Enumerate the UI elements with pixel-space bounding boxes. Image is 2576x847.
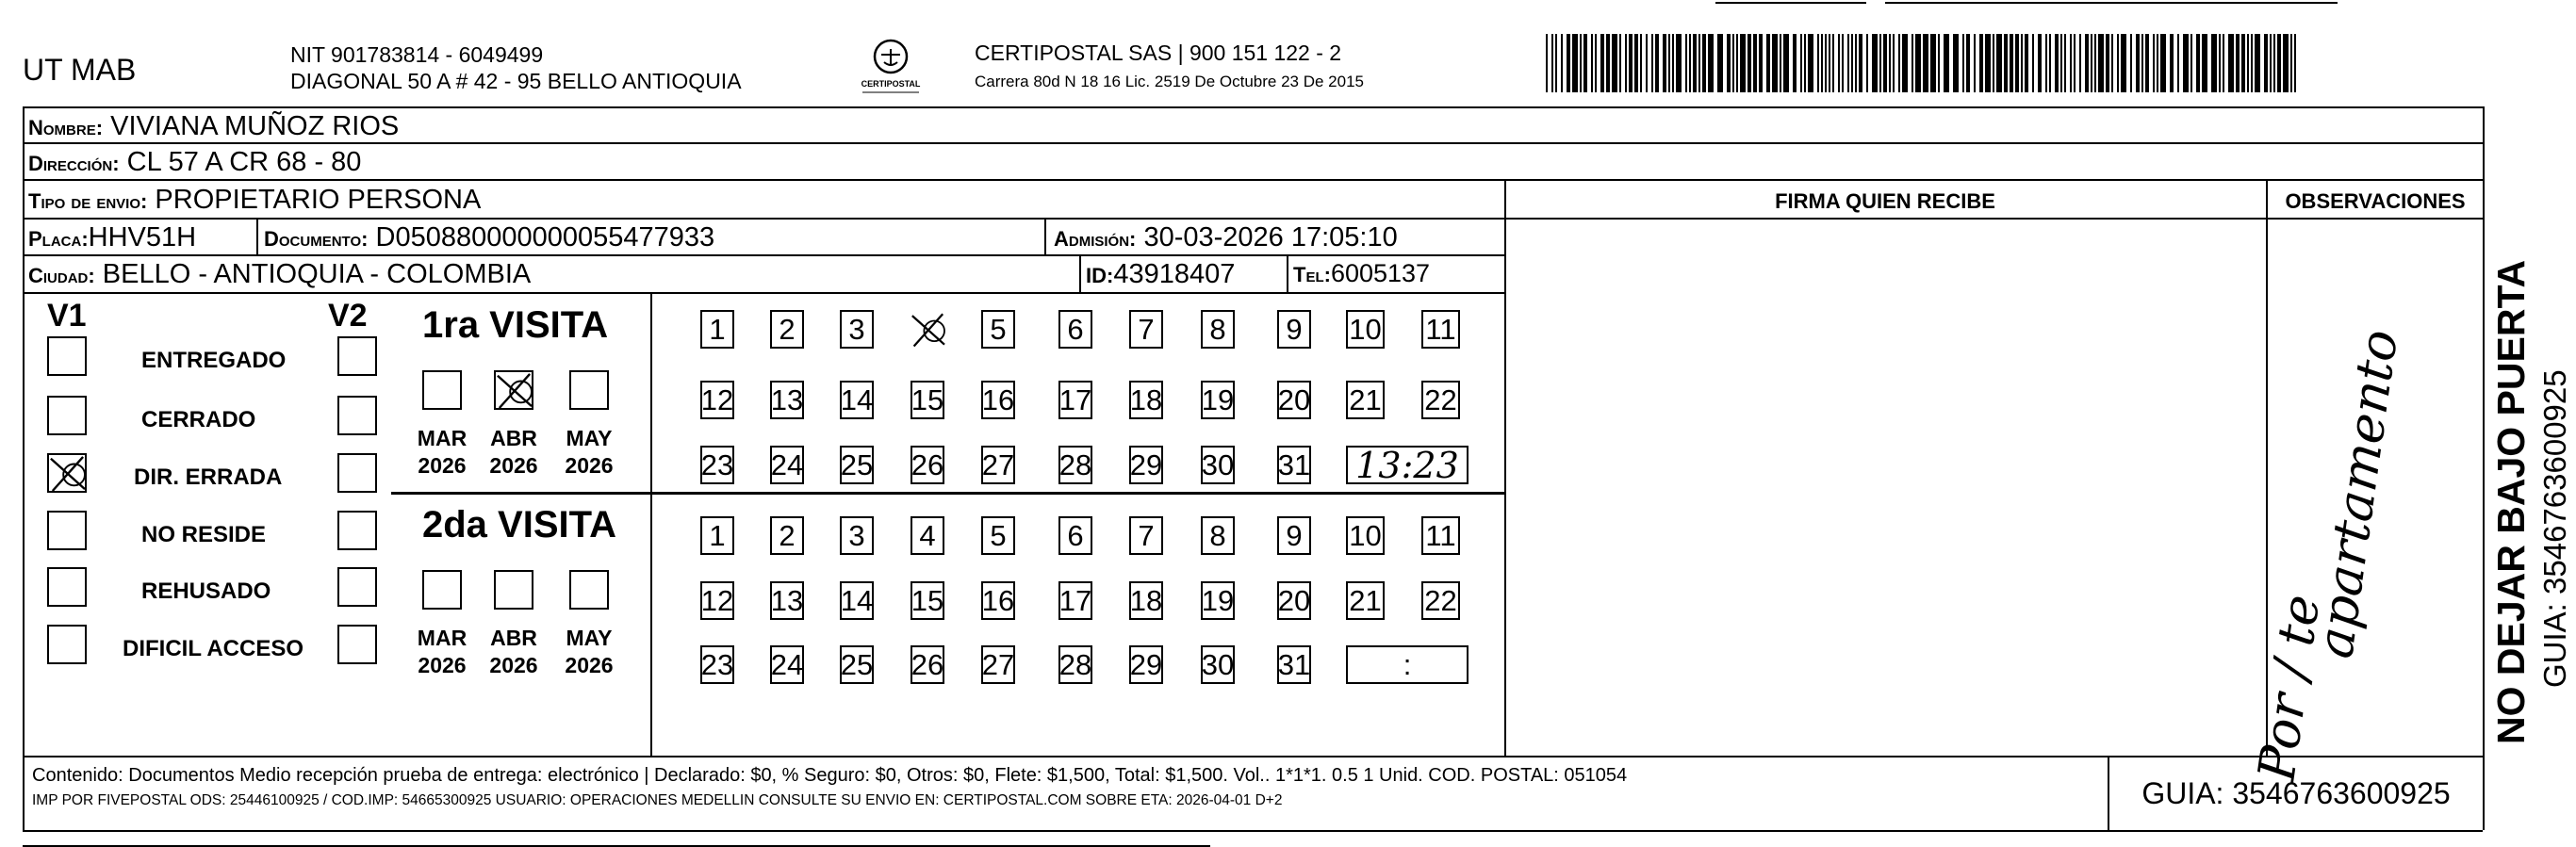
- day-number: 4: [919, 518, 936, 552]
- sender-address: DIAGONAL 50 A # 42 - 95 BELLO ANTIOQUIA: [290, 69, 742, 93]
- visit2-day-16[interactable]: [981, 581, 1015, 620]
- day-number: 17: [1058, 383, 1092, 416]
- visit2-day-26[interactable]: [911, 645, 944, 684]
- visit1-title: 1ra VISITA: [422, 304, 609, 346]
- day-number: 25: [840, 647, 874, 681]
- visit2-month-label: [414, 625, 470, 679]
- month-year: 2026: [418, 452, 467, 478]
- v1-checkbox-4[interactable]: [47, 511, 87, 550]
- day-number: 3: [848, 518, 865, 552]
- visit1-day-14[interactable]: [840, 381, 874, 419]
- visit1-day-19[interactable]: [1201, 381, 1235, 419]
- visit2-day-9[interactable]: [1277, 516, 1311, 555]
- visit2-day-12[interactable]: [700, 581, 734, 620]
- month-name: MAY: [566, 426, 613, 450]
- v2-checkbox-2[interactable]: [337, 396, 377, 435]
- day-number: 6: [1067, 518, 1084, 552]
- visit1-day-9[interactable]: [1277, 310, 1311, 349]
- logo-text: CERTIPOSTAL: [861, 79, 921, 89]
- visit1-day-16[interactable]: [981, 381, 1015, 419]
- day-number: 19: [1201, 583, 1235, 617]
- day-number: 12: [700, 583, 734, 617]
- month-name: MAR: [417, 626, 468, 650]
- day-number: 19: [1201, 383, 1235, 416]
- day-number: 10: [1349, 312, 1382, 346]
- day-number: 28: [1058, 448, 1092, 481]
- visit2-day-18[interactable]: [1129, 581, 1163, 620]
- visit1-day-25[interactable]: [840, 446, 874, 484]
- visit2-day-17[interactable]: [1058, 581, 1092, 620]
- visit1-day-7[interactable]: [1129, 310, 1163, 349]
- shipment-type-row: [28, 187, 481, 214]
- plate-value: HHV51H: [88, 222, 197, 252]
- visit2-day-27[interactable]: [981, 645, 1015, 684]
- day-number: 8: [1209, 312, 1226, 346]
- visit1-day-17[interactable]: [1058, 381, 1092, 419]
- day-number: 20: [1277, 383, 1311, 416]
- visit2-day-24[interactable]: [770, 645, 804, 684]
- day-number: 6: [1067, 312, 1084, 346]
- day-number: 27: [981, 448, 1015, 481]
- visit2-day-8[interactable]: [1201, 516, 1235, 555]
- v2-checkbox-6[interactable]: [337, 625, 377, 664]
- status-label: DIR. ERRADA: [134, 464, 283, 490]
- footer-content: Contenido: Documentos Medio recepción prueba de entrega: electrónico | Declarado: $0, % Seguro: $0, Otros: $0, Flete: $1,500, Total: $1,500. Vol.. 1*1*1. 0.5 1 Unid. COD. POSTAL: 051054: [32, 765, 1628, 786]
- visit2-day-7[interactable]: [1129, 516, 1163, 555]
- v2-header: V2: [328, 298, 368, 334]
- day-number: 20: [1277, 583, 1311, 617]
- visit2-month-checkbox-2[interactable]: [494, 570, 533, 610]
- day-number: 13: [770, 383, 804, 416]
- sender-name: UT MAB: [23, 53, 137, 87]
- visit2-day-4[interactable]: [911, 516, 944, 555]
- day-number: 23: [700, 448, 734, 481]
- v1-checkbox-1[interactable]: [47, 336, 87, 376]
- day-number: 13: [770, 583, 804, 617]
- visit1-day-22[interactable]: [1421, 381, 1460, 419]
- day-number: 11: [1425, 518, 1456, 552]
- observations-area[interactable]: [2246, 220, 2483, 785]
- status-label: CERRADO: [141, 407, 256, 432]
- day-number: 24: [770, 448, 804, 481]
- side-warning: NO DEJAR BAJO PUERTA: [2489, 259, 2533, 744]
- day-number: 27: [981, 647, 1015, 681]
- day-number: 29: [1129, 448, 1163, 481]
- visit1-day-13[interactable]: [770, 381, 804, 419]
- status-label: REHUSADO: [141, 578, 271, 604]
- day-number: 2: [779, 312, 796, 346]
- day-number: 30: [1201, 448, 1235, 481]
- visit2-day-11[interactable]: [1421, 516, 1460, 555]
- visit1-day-8[interactable]: [1201, 310, 1235, 349]
- visit1-day-29[interactable]: [1129, 446, 1163, 484]
- visit2-month-checkbox-1[interactable]: [422, 570, 462, 610]
- v2-checkbox-1[interactable]: [337, 336, 377, 376]
- recipient-address: CL 57 A CR 68 - 80: [126, 147, 362, 177]
- visit2-month-label: [561, 625, 617, 679]
- day-number: 15: [911, 583, 944, 617]
- day-number: 24: [770, 647, 804, 681]
- visit1-month-label: [485, 425, 542, 480]
- day-number: 18: [1129, 383, 1163, 416]
- document-label: Documento:: [264, 227, 369, 251]
- month-year: 2026: [489, 452, 538, 478]
- admission-value: 30-03-2026 17:05:10: [1143, 222, 1398, 252]
- day-number: 7: [1138, 518, 1155, 552]
- day-number: 1: [709, 518, 726, 552]
- signature-area[interactable]: [1506, 220, 2264, 754]
- id-cell: [1086, 261, 1235, 288]
- visit1-day-6[interactable]: [1058, 310, 1092, 349]
- document-cell: [264, 224, 714, 252]
- visit2-day-6[interactable]: [1058, 516, 1092, 555]
- visit2-day-3[interactable]: [840, 516, 874, 555]
- day-number: 11: [1425, 312, 1456, 346]
- visit1-day-31[interactable]: [1277, 446, 1311, 484]
- visit1-day-2[interactable]: [770, 310, 804, 349]
- day-number: 1: [709, 312, 726, 346]
- visit1-day-23[interactable]: [700, 446, 734, 484]
- signature-header: FIRMA QUIEN RECIBE: [1775, 189, 1995, 213]
- side-guia: GUIA: 3546763600925: [2537, 369, 2572, 688]
- visit2-day-23[interactable]: [700, 645, 734, 684]
- visit1-day-12[interactable]: [700, 381, 734, 419]
- visit1-day-4[interactable]: [911, 310, 944, 349]
- visit2-day-28[interactable]: [1058, 645, 1092, 684]
- visit1-day-27[interactable]: [981, 446, 1015, 484]
- day-number: 17: [1058, 583, 1092, 617]
- visit1-day-5[interactable]: [981, 310, 1015, 349]
- month-name: MAR: [417, 426, 468, 450]
- visit2-day-15[interactable]: [911, 581, 944, 620]
- visit1-day-1[interactable]: [700, 310, 734, 349]
- visit2-day-5[interactable]: [981, 516, 1015, 555]
- day-number: 7: [1138, 312, 1155, 346]
- time-value: :: [1403, 647, 1412, 681]
- day-number: 9: [1286, 518, 1303, 552]
- visit2-day-10[interactable]: [1346, 516, 1385, 555]
- day-number: 15: [911, 383, 944, 416]
- visit2-time-box[interactable]: [1346, 645, 1468, 684]
- recipient-name: VIVIANA MUÑOZ RIOS: [110, 111, 400, 141]
- month-name: ABR: [490, 426, 537, 450]
- visit1-month-label: [561, 425, 617, 480]
- city-cell: [28, 261, 531, 288]
- visit1-month-checkbox-3[interactable]: [569, 370, 609, 410]
- certipostal-logo-icon: [853, 36, 928, 98]
- visit1-day-21[interactable]: [1346, 381, 1385, 419]
- name-label: Nombre:: [28, 116, 104, 139]
- day-number: 16: [981, 583, 1015, 617]
- plate-label: Placa:: [28, 227, 89, 251]
- observations-header: OBSERVACIONES: [2285, 189, 2466, 213]
- day-number: 29: [1129, 647, 1163, 681]
- visit2-day-29[interactable]: [1129, 645, 1163, 684]
- company-name: CERTIPOSTAL SAS | 900 151 122 - 2: [975, 41, 1342, 65]
- visit2-month-label: [485, 625, 542, 679]
- day-number: 12: [700, 383, 734, 416]
- v2-checkbox-4[interactable]: [337, 511, 377, 550]
- v1-checkbox-6[interactable]: [47, 625, 87, 664]
- visit2-day-21[interactable]: [1346, 581, 1385, 620]
- month-year: 2026: [489, 652, 538, 677]
- observation-line-2: apartamento: [2305, 326, 2410, 662]
- sender-nit: NIT 901783814 - 6049499: [290, 42, 544, 67]
- address-label: Dirección:: [28, 152, 120, 175]
- day-number: 28: [1058, 647, 1092, 681]
- day-number: 30: [1201, 647, 1235, 681]
- visit2-day-20[interactable]: [1277, 581, 1311, 620]
- visit2-day-25[interactable]: [840, 645, 874, 684]
- v2-checkbox-3[interactable]: [337, 453, 377, 493]
- v1-checkbox-5[interactable]: [47, 567, 87, 607]
- id-value: 43918407: [1113, 259, 1236, 289]
- day-number: 21: [1349, 583, 1382, 617]
- month-year: 2026: [418, 652, 467, 677]
- visit2-day-22[interactable]: [1421, 581, 1460, 620]
- month-year: 2026: [565, 452, 614, 478]
- visit2-day-13[interactable]: [770, 581, 804, 620]
- status-label: DIFICIL ACCESO: [123, 636, 304, 661]
- footer-guia: GUIA: 3546763600925: [2141, 776, 2451, 810]
- tel-label: Tel:: [1293, 263, 1331, 286]
- tel-value: 6005137: [1330, 259, 1431, 287]
- visit1-month-checkbox-1[interactable]: [422, 370, 462, 410]
- day-number: 22: [1424, 383, 1457, 416]
- shipment-type: PROPIETARIO PERSONA: [155, 185, 482, 215]
- visit1-day-15[interactable]: [911, 381, 944, 419]
- footer-imp: IMP POR FIVEPOSTAL ODS: 25446100925 / COD.IMP: 54665300925 USUARIO: OPERACIONES MEDELLIN CONSULTE SU ENVIO EN: CERTIPOSTAL.COM SOBRE ETA: 2026-04-01 D+2: [32, 792, 1283, 808]
- visit2-day-19[interactable]: [1201, 581, 1235, 620]
- visit1-day-10[interactable]: [1346, 310, 1385, 349]
- status-label: NO RESIDE: [141, 522, 267, 547]
- day-number: 2: [779, 518, 796, 552]
- visit2-day-2[interactable]: [770, 516, 804, 555]
- visit1-day-18[interactable]: [1129, 381, 1163, 419]
- tel-cell: [1293, 261, 1430, 286]
- v1-checkbox-3[interactable]: [47, 453, 87, 493]
- visit2-day-30[interactable]: [1201, 645, 1235, 684]
- admission-label: Admisión:: [1054, 227, 1137, 251]
- day-number: 26: [911, 647, 944, 681]
- day-number: 22: [1424, 583, 1457, 617]
- plate-cell: [28, 224, 196, 252]
- document-value: D050880000000055477933: [375, 222, 715, 252]
- day-number: 3: [848, 312, 865, 346]
- status-label: ENTREGADO: [141, 348, 287, 373]
- day-number: 5: [990, 312, 1007, 346]
- recipient-address-row: [28, 149, 361, 176]
- admission-cell: [1054, 224, 1398, 252]
- day-number: 25: [840, 448, 874, 481]
- visit1-day-30[interactable]: [1201, 446, 1235, 484]
- visit1-time-box[interactable]: [1346, 446, 1468, 484]
- barcode: [1546, 34, 2300, 92]
- day-number: 5: [990, 518, 1007, 552]
- day-number: 21: [1349, 383, 1382, 416]
- v1-header: V1: [47, 298, 87, 334]
- day-number: 18: [1129, 583, 1163, 617]
- visit1-day-24[interactable]: [770, 446, 804, 484]
- visit1-day-28[interactable]: [1058, 446, 1092, 484]
- day-number: 31: [1277, 647, 1311, 681]
- time-value: 13:23: [1355, 444, 1459, 486]
- day-number: 31: [1277, 448, 1311, 481]
- id-label: ID:: [1086, 264, 1114, 287]
- day-number: 14: [840, 583, 874, 617]
- day-number: 14: [840, 383, 874, 416]
- visit1-day-3[interactable]: [840, 310, 874, 349]
- visit1-day-11[interactable]: [1421, 310, 1460, 349]
- recipient-name-row: [28, 113, 399, 140]
- visit1-month-checkbox-2[interactable]: [494, 370, 533, 410]
- month-year: 2026: [565, 652, 614, 677]
- visit2-title: 2da VISITA: [422, 504, 616, 546]
- day-number: 16: [981, 383, 1015, 416]
- city-label: Ciudad:: [28, 264, 95, 287]
- company-address: Carrera 80d N 18 16 Lic. 2519 De Octubre 23 De 2015: [975, 73, 1364, 90]
- visit2-day-14[interactable]: [840, 581, 874, 620]
- observation-line-1: Por / te: [2246, 591, 2332, 785]
- month-name: MAY: [566, 626, 613, 650]
- day-number: 23: [700, 647, 734, 681]
- visit2-month-checkbox-3[interactable]: [569, 570, 609, 610]
- day-number: 9: [1286, 312, 1303, 346]
- day-number: 26: [911, 448, 944, 481]
- v2-checkbox-5[interactable]: [337, 567, 377, 607]
- city-value: BELLO - ANTIOQUIA - COLOMBIA: [102, 259, 532, 289]
- month-name: ABR: [490, 626, 537, 650]
- day-number: 10: [1349, 518, 1382, 552]
- type-label: Tipo de envio:: [28, 189, 148, 213]
- v1-checkbox-2[interactable]: [47, 396, 87, 435]
- visit1-day-26[interactable]: [911, 446, 944, 484]
- visit2-day-1[interactable]: [700, 516, 734, 555]
- visit1-day-20[interactable]: [1277, 381, 1311, 419]
- visit2-day-31[interactable]: [1277, 645, 1311, 684]
- day-number: 8: [1209, 518, 1226, 552]
- visit1-month-label: [414, 425, 470, 480]
